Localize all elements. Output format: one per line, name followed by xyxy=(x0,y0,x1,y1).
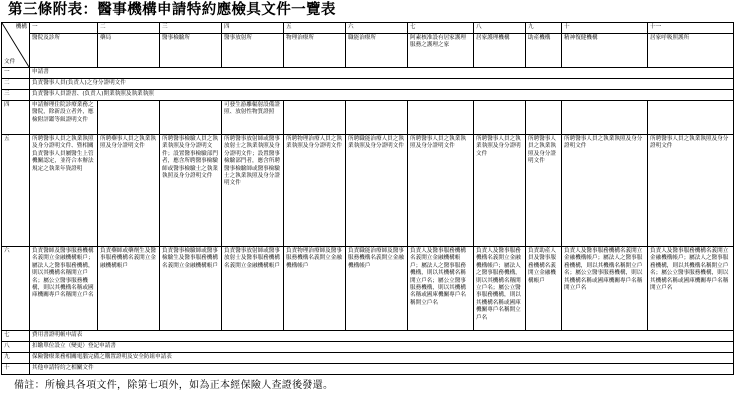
table-cell: 所聘物理治療人員之執業執照及身分證明文件 xyxy=(284,135,346,247)
column-name: 助產機構 xyxy=(526,34,562,68)
table-row xyxy=(2,79,734,90)
column-numeral: 十一 xyxy=(648,23,734,34)
row-numeral: 十 xyxy=(2,364,30,375)
table-cell: 負責醫師及醫事服務機構名義開立金融機構帳戶；屬法人之醫事服務機構，則以其機構名稱開立戶名；屬公立醫事服務機構，則以其機構名稱或國庫機關專戶名稱開立戶名 xyxy=(30,247,98,331)
row-full-text: 負責醫事人員證書、(負責人)開業執照及執業執照 xyxy=(30,90,734,101)
table-cell: 所聘醫事人員之執業執照及身分證明文件 xyxy=(562,135,648,247)
table-row xyxy=(2,331,734,342)
table-cell: 負責助產人員及醫事服務機構名義開立金融機構帳戶 xyxy=(526,247,562,331)
table-body xyxy=(2,23,734,375)
row-full-text: 扣繳單位設立（變更）登記申請書 xyxy=(30,342,734,353)
row-numeral: 五 xyxy=(2,135,30,247)
requirements-table xyxy=(1,22,734,375)
table-cell xyxy=(346,101,408,135)
table-cell: 所聘醫事人員之執業執照及身分證明文件、暨相關負責醫事人員屬醫生上管機關認定，並符合本辦法規定之執業年資證明 xyxy=(30,135,98,247)
row-full-text: 保險醫療業務相關電腦完備之購置證明及安全防組申請表 xyxy=(30,353,734,364)
row-numeral: 六 xyxy=(2,247,30,331)
table-cell: 負責物理治療師及醫事服務機構名義開立金融機構帳戶 xyxy=(284,247,346,331)
table-cell: 負責人及醫事服務機構名義開立金融機構帳戶；屬法人之醫事服務機構，則以其機構名稱開立戶名；屬公立醫事服務機構，則以其機構名稱或國庫機關專戶名稱開立戶名 xyxy=(648,247,734,331)
table-cell: 所聘醫事檢驗人員之執業執照及身分證明文件；設置醫事檢驗部門者，應含所聘醫事檢驗師或醫事檢驗士之執業執照及身分證明文件 xyxy=(160,135,222,247)
column-name: 居家呼吸照護所 xyxy=(648,34,734,68)
table-cell xyxy=(98,101,160,135)
table-cell: 所聘醫事人員之執業執照及身分證明文件 xyxy=(474,135,526,247)
table-row xyxy=(2,68,734,79)
column-name: 精神復健機構 xyxy=(562,34,648,68)
table-cell xyxy=(562,101,648,135)
table-header-names xyxy=(2,34,734,68)
table-cell: 負責醫事放射師或醫事放射士及醫事服務機構名義開立金融機構帳戶 xyxy=(222,247,284,331)
table-cell: 可發生游離輻射設備證照、放射性物質證照 xyxy=(222,101,284,135)
row-numeral: 三 xyxy=(2,90,30,101)
table-row xyxy=(2,353,734,364)
table-cell: 所聘醫事放射師或醫事放射士之執業執照及身分證明文件；設置醫事檢驗部門者，應含所聘醫事檢驗師或醫事檢驗士之執業執照及身分證明文件 xyxy=(222,135,284,247)
corner-header-cell xyxy=(2,23,30,68)
row-numeral: 四 xyxy=(2,101,30,135)
table-cell: 所聘職能治療人員之執業執照及身分證明文件 xyxy=(346,135,408,247)
column-numeral: 六 xyxy=(346,23,408,34)
table-footnote: 備註：所檢具各項文件，除第七項外，如為正本經保險人查證後發還。 xyxy=(14,380,334,391)
column-numeral: 八 xyxy=(474,23,526,34)
table-cell xyxy=(474,101,526,135)
column-name: 居家護理機構 xyxy=(474,34,526,68)
table-row xyxy=(2,90,734,101)
table-cell xyxy=(160,101,222,135)
column-name: 阿素核准設有居家護理服務之護理之家 xyxy=(408,34,474,68)
table-row xyxy=(2,247,734,331)
table-row xyxy=(2,342,734,353)
table-row xyxy=(2,135,734,247)
table-cell xyxy=(648,101,734,135)
table-cell xyxy=(284,101,346,135)
column-numeral: 三 xyxy=(160,23,222,34)
column-numeral: 四 xyxy=(222,23,284,34)
table-cell: 所聘藥事人員之執業執照及身分證明文件 xyxy=(98,135,160,247)
table-cell xyxy=(408,101,474,135)
table-cell: 所聘醫事人員之執業執照及身分證明文件 xyxy=(648,135,734,247)
column-numeral: 九 xyxy=(526,23,562,34)
table-cell xyxy=(526,101,562,135)
table-cell: 所聘醫事人員之執業執照及身分證明文件 xyxy=(526,135,562,247)
table-row xyxy=(2,101,734,135)
table-row xyxy=(2,364,734,375)
row-full-text: 費用書證明帳申請表 xyxy=(30,331,734,342)
row-full-text: 負責醫事人員(負責人)之身分證明文件 xyxy=(30,79,734,90)
column-name: 藥局 xyxy=(98,34,160,68)
column-numeral: 七 xyxy=(408,23,474,34)
corner-institution-label: 機構 xyxy=(15,24,27,30)
table-cell: 負責人及醫事服務機構名義開立金融機構帳戶；屬法人之醫事服務機構，則以其機構名稱開立戶名；屬公立醫事服務機構，則以其機構名稱或國庫機關專戶名稱開立戶名 xyxy=(408,247,474,331)
row-full-text: 申請書 xyxy=(30,68,734,79)
table-cell: 負責人及醫事服務機構名義開立金融機構帳戶；屬法人之醫事服務機構，則以其機構名稱開立戶名；屬公立醫事服務機構，則以其機構名稱或國庫機關專戶名稱開立戶名 xyxy=(562,247,648,331)
row-numeral: 八 xyxy=(2,342,30,353)
row-numeral: 七 xyxy=(2,331,30,342)
table-cell: 負責職能治療師及醫事服務機構名義開立金融機構帳戶 xyxy=(346,247,408,331)
table-cell: 申請辦理住院診療業務之醫院，除新設立者外，應檢附評鑑等級證明文件 xyxy=(30,101,98,135)
column-numeral: 五 xyxy=(284,23,346,34)
table-cell: 負責醫事檢驗師或醫事檢驗生及醫事服務機構名義開立金融機構帳戶 xyxy=(160,247,222,331)
row-numeral: 一 xyxy=(2,68,30,79)
column-numeral: 一 xyxy=(30,23,98,34)
page-title: 第三條附表：醫事機構申請特約應檢具文件一覽表 xyxy=(8,2,336,18)
row-full-text: 其他申請特約之相關文件 xyxy=(30,364,734,375)
column-name: 醫事檢驗所 xyxy=(160,34,222,68)
column-name: 職能治療所 xyxy=(346,34,408,68)
column-numeral: 十 xyxy=(562,23,648,34)
row-numeral: 九 xyxy=(2,353,30,364)
table-cell: 所聘醫事人員之執業執照及身分證明文件 xyxy=(408,135,474,247)
column-name: 物理治療所 xyxy=(284,34,346,68)
column-numeral: 二 xyxy=(98,23,160,34)
column-name: 醫事放射所 xyxy=(222,34,284,68)
table-header-numerals xyxy=(2,23,734,34)
row-numeral: 二 xyxy=(2,79,30,90)
table-cell: 負責藥師或藥劑生及醫事服務機構名義開立金融機構帳戶 xyxy=(98,247,160,331)
table-cell: 負責人及醫事服務機構名義開立金融機構帳戶；屬法人之醫事服務機構，則以其機構名稱開立戶名；屬公立醫事服務機構，則以其機構名稱或國庫機關專戶名稱開立戶名 xyxy=(474,247,526,331)
column-name: 醫院及診所 xyxy=(30,34,98,68)
corner-document-label: 文件 xyxy=(4,59,16,65)
